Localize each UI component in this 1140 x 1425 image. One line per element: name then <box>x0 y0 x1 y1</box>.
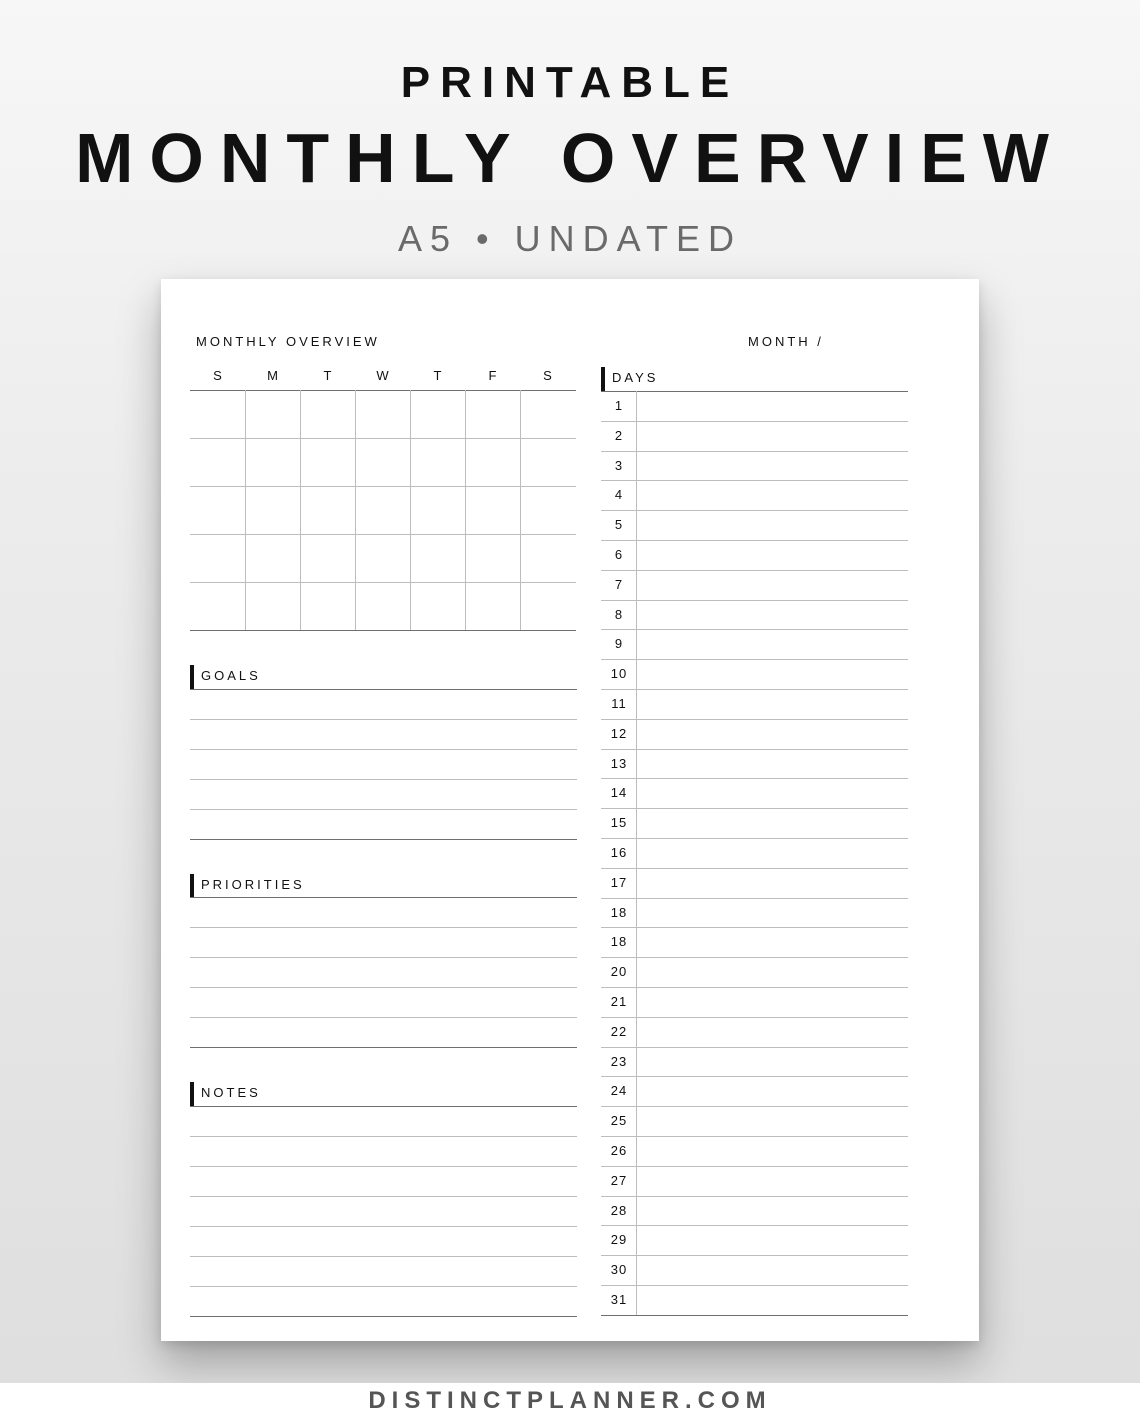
day-row-line <box>601 1285 908 1286</box>
writing-line <box>190 689 577 690</box>
weekday-label: F <box>488 368 497 383</box>
writing-line <box>190 809 577 810</box>
day-number: 20 <box>610 964 628 980</box>
headline-monthly-overview: MONTHLY OVERVIEW <box>75 119 1065 197</box>
calendar-column-line <box>520 390 521 630</box>
calendar-row-line <box>190 390 576 391</box>
day-row-line <box>601 480 908 481</box>
day-number: 2 <box>614 427 624 443</box>
day-row-line <box>601 1225 908 1226</box>
writing-line <box>190 1047 577 1048</box>
planner-sheet <box>161 279 979 1341</box>
day-number: 23 <box>610 1053 628 1069</box>
writing-line <box>190 987 577 988</box>
subheadline-format: A5 • UNDATED <box>398 218 742 259</box>
days-section-marker <box>601 367 605 391</box>
day-number: 24 <box>610 1083 628 1099</box>
calendar-column-line <box>465 390 466 630</box>
day-number: 5 <box>614 517 624 533</box>
day-row-line <box>601 540 908 541</box>
writing-line <box>190 1166 577 1167</box>
day-number: 6 <box>614 547 624 562</box>
day-row-line <box>601 451 908 452</box>
day-row-line <box>601 778 908 779</box>
day-number: 21 <box>610 994 628 1009</box>
goals-heading: GOALS <box>201 668 261 683</box>
writing-line <box>190 1196 577 1197</box>
calendar-row-line <box>190 486 576 487</box>
days-top-line <box>601 391 908 392</box>
day-row-line <box>601 570 908 571</box>
day-number: 25 <box>610 1113 628 1129</box>
month-label: MONTH / <box>748 334 824 349</box>
notes-section-marker <box>190 1082 194 1106</box>
writing-line <box>190 1316 577 1317</box>
day-number: 3 <box>614 457 624 473</box>
days-heading: DAYS <box>612 370 659 385</box>
day-row-line <box>601 1315 908 1316</box>
weekday-label: M <box>267 368 278 383</box>
day-row-line <box>601 749 908 750</box>
calendar-column-line <box>410 390 411 630</box>
writing-line <box>190 1106 577 1107</box>
day-row-line <box>601 987 908 988</box>
day-number: 29 <box>610 1232 628 1248</box>
writing-line <box>190 779 577 780</box>
day-number: 17 <box>610 874 628 890</box>
day-row-line <box>601 898 908 899</box>
day-row-line <box>601 1166 908 1167</box>
day-row-line <box>601 927 908 928</box>
day-row-line <box>601 1136 908 1137</box>
writing-line <box>190 897 577 898</box>
day-row-line <box>601 838 908 839</box>
sheet-title: MONTHLY OVERVIEW <box>196 334 380 349</box>
day-row-line <box>601 957 908 958</box>
day-number: 14 <box>610 785 628 801</box>
writing-line <box>190 1286 577 1287</box>
day-row-line <box>601 1076 908 1077</box>
day-number: 10 <box>610 666 628 682</box>
day-number: 9 <box>614 636 624 652</box>
day-number: 16 <box>610 845 628 860</box>
day-number: 18 <box>610 904 628 920</box>
calendar-column-line <box>300 390 301 630</box>
day-number: 28 <box>610 1202 628 1218</box>
day-number: 1 <box>614 398 624 413</box>
day-number: 30 <box>610 1262 628 1278</box>
day-number: 8 <box>614 606 624 622</box>
day-number: 11 <box>611 696 627 711</box>
writing-line <box>190 749 577 750</box>
day-row-line <box>601 600 908 601</box>
day-row-line <box>601 629 908 630</box>
day-row-line <box>601 868 908 869</box>
website-url: DISTINCTPLANNER.COM <box>368 1387 772 1414</box>
calendar-row-line <box>190 438 576 439</box>
day-row-line <box>601 1255 908 1256</box>
writing-line <box>190 839 577 840</box>
day-row-line <box>601 659 908 660</box>
day-number: 26 <box>610 1143 628 1158</box>
day-number: 12 <box>610 725 628 741</box>
day-number: 27 <box>610 1172 628 1188</box>
day-row-line <box>601 1106 908 1107</box>
footer-bar <box>0 1383 1140 1425</box>
writing-line <box>190 1256 577 1257</box>
day-row-line <box>601 510 908 511</box>
goals-section-marker <box>190 665 194 689</box>
day-number: 31 <box>610 1292 628 1307</box>
notes-heading: NOTES <box>201 1085 261 1100</box>
day-number: 13 <box>610 755 628 771</box>
calendar-column-line <box>355 390 356 630</box>
writing-line <box>190 719 577 720</box>
weekday-label: S <box>543 368 552 383</box>
priorities-heading: PRIORITIES <box>201 877 305 892</box>
day-row-line <box>601 808 908 809</box>
weekday-label: T <box>323 368 332 383</box>
weekday-label: W <box>376 368 389 383</box>
writing-line <box>190 1226 577 1227</box>
day-row-line <box>601 1196 908 1197</box>
writing-line <box>190 1017 577 1018</box>
writing-line <box>190 927 577 928</box>
writing-line <box>190 1136 577 1137</box>
day-number: 7 <box>614 576 624 592</box>
day-number: 18 <box>610 934 628 950</box>
priorities-section-marker <box>190 874 194 898</box>
weekday-label: S <box>213 368 222 383</box>
calendar-row-line <box>190 582 576 583</box>
day-number: 22 <box>610 1023 628 1039</box>
weekday-label: T <box>433 368 442 383</box>
calendar-column-line <box>245 390 246 630</box>
calendar-row-line <box>190 534 576 535</box>
day-number: 4 <box>614 487 624 503</box>
headline-printable: PRINTABLE <box>400 58 740 107</box>
day-row-line <box>601 1047 908 1048</box>
day-row-line <box>601 689 908 690</box>
day-number: 15 <box>610 815 628 831</box>
day-row-line <box>601 719 908 720</box>
day-row-line <box>601 421 908 422</box>
day-row-line <box>601 1017 908 1018</box>
calendar-row-line <box>190 630 576 631</box>
writing-line <box>190 957 577 958</box>
